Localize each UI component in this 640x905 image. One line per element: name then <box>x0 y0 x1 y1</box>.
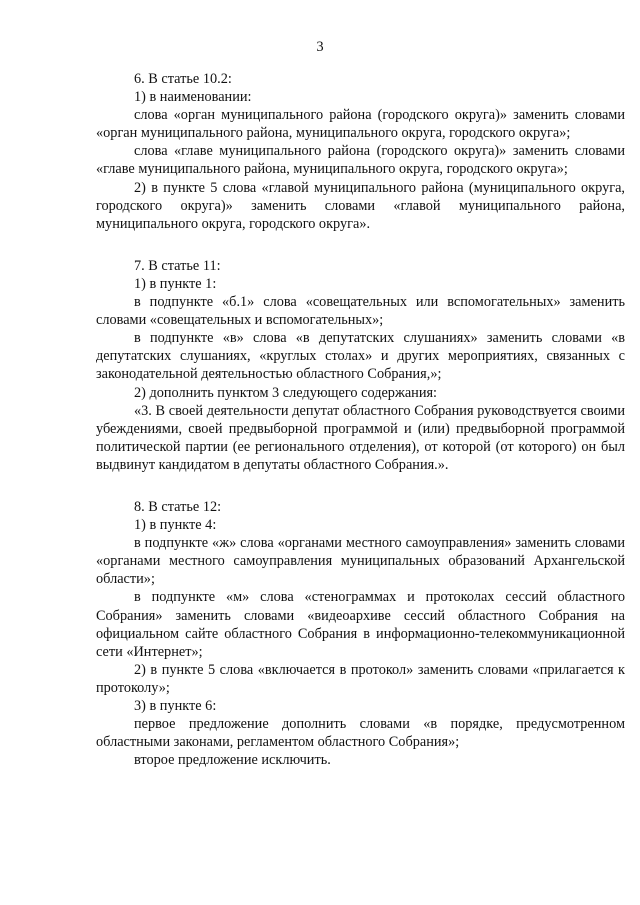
sub-item: 3) в пункте 6: <box>134 698 217 714</box>
section-heading: 7. В статье 11: <box>134 257 221 274</box>
sub-item: 1) в пункте 1: <box>134 275 217 292</box>
amendment-paragraph: первое предложение дополнить словами «в порядке, предусмотренном областными законами, регламентом областного Собрания»; <box>96 716 625 751</box>
section-heading: 8. В статье 12: <box>134 498 222 515</box>
section-article-10-2 <box>96 70 625 233</box>
quoted-new-clause: «3. В своей деятельности депутат областного Собрания руководствуется своими убеждениями, своей предвыборной программой и (или) предвыборной программой политической партии (ее регионального отделения), от которой (от которого) он был выдвинут кандидатом в депутаты областного Собрания.». <box>96 402 625 473</box>
amendment-paragraph: в подпункте «ж» слова «органами местного самоуправления» заменить словами «органами местного самоуправления муниципальных образований Архангельской области»; <box>96 535 625 588</box>
sub-item: 1) в наименовании: <box>134 89 252 106</box>
amendment-paragraph: второе предложение исключить. <box>134 752 331 769</box>
amendment-paragraph: в подпункте «в» слова «в депутатских слушаниях» заменить словами «в депутатских слушаниях, «круглых столах» и других мероприятиях, связанных с законодательной деятельностью областного Собрания,»; <box>96 330 625 383</box>
amendment-paragraph: слова «главе муниципального района (городского округа)» заменить словами «главе муниципального района, муниципального округа, городского округа»; <box>96 143 625 178</box>
sub-item: 1) в пункте 4: <box>134 517 217 534</box>
sub-item: 2) дополнить пунктом 3 следующего содержания: <box>134 384 438 401</box>
section-article-12 <box>96 498 625 769</box>
section-article-11 <box>96 257 625 474</box>
amendment-paragraph: в подпункте «м» слова «стенограммах и протоколах сессий областного Собрания» заменить словами «видеоархиве сессий областного Собрания на официальном сайте областного Собрания в информационно-телекоммуникационной сети «Интернет»; <box>96 589 625 660</box>
amendment-paragraph: 2) в пункте 5 слова «главой муниципального района (муниципального округа, городского округа)» заменить словами «главой муниципального района, муниципального округа, городского округа». <box>96 179 625 232</box>
page-number: 3 <box>316 39 324 55</box>
amendment-paragraph: слова «орган муниципального района (городского округа)» заменить словами «орган муниципального района, муниципального округа, городского округа»; <box>96 107 625 142</box>
amendment-paragraph: 2) в пункте 5 слова «включается в протокол» заменить словами «прилагается к протоколу»; <box>96 661 625 696</box>
amendment-paragraph: в подпункте «б.1» слова «совещательных или вспомогательных» заменить словами «совещательных и вспомогательных»; <box>96 294 625 329</box>
section-heading: 6. В статье 10.2: <box>134 71 232 87</box>
document-body <box>96 70 625 769</box>
